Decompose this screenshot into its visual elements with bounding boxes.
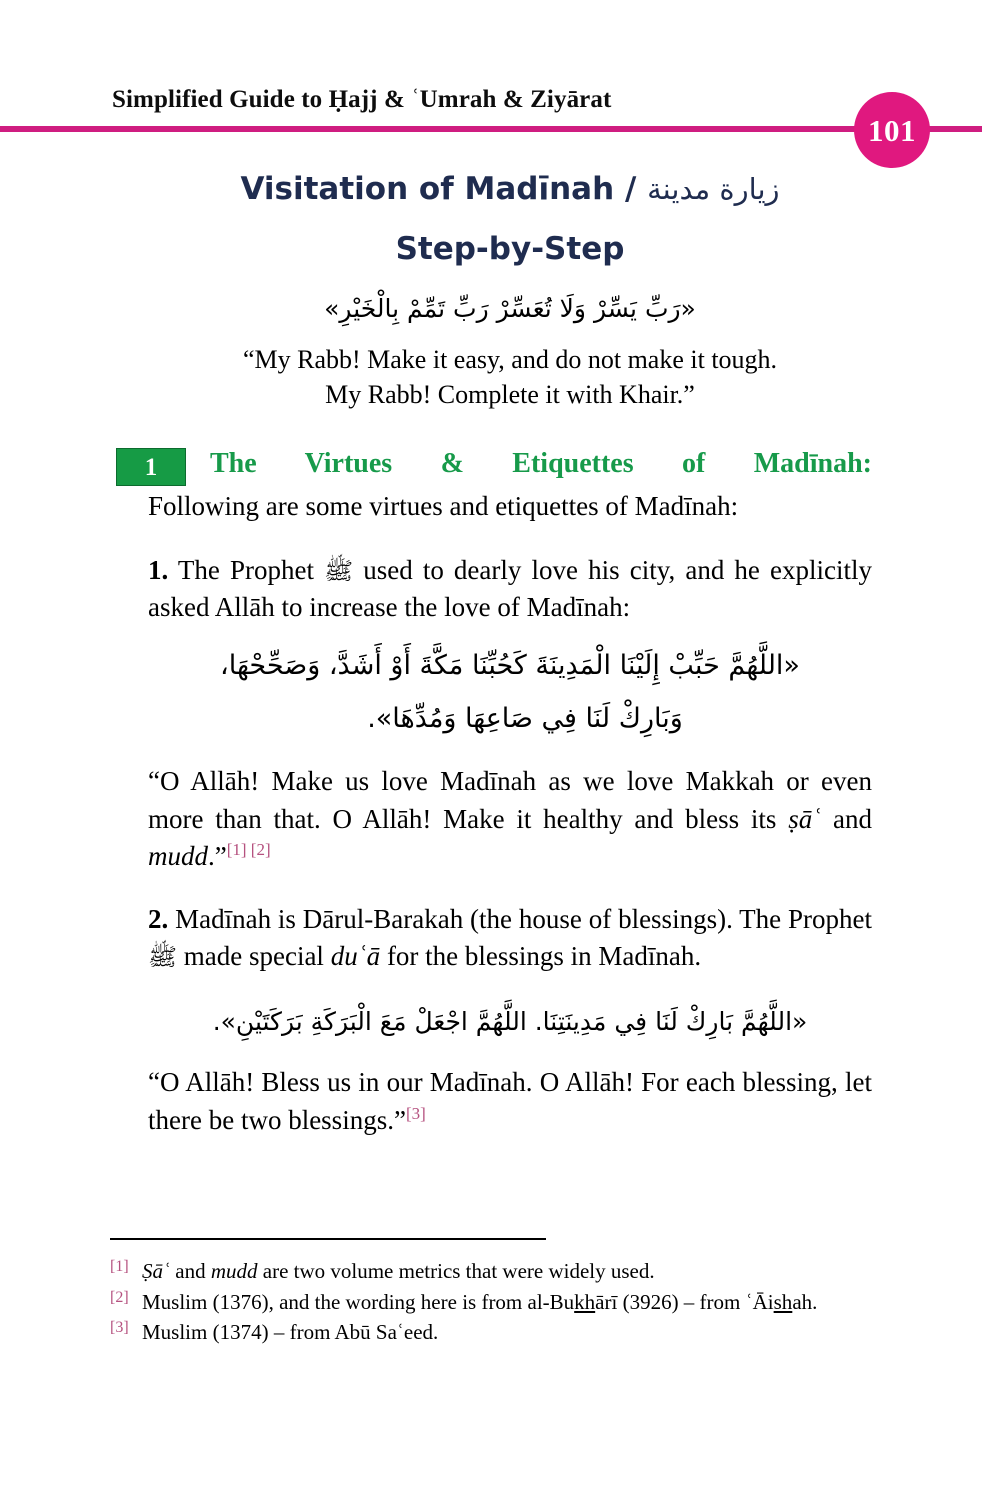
footnote-2-part-3: ah. <box>792 1289 818 1314</box>
point-2-footnote-refs[interactable]: [3] <box>405 1103 426 1123</box>
point-2-text-after: for the blessings in Madīnah. <box>380 941 702 972</box>
paragraph-point-1 <box>148 552 872 627</box>
page-subtitle: Step-by-Step <box>395 230 625 267</box>
salutation-glyph-icon: ﷺ <box>324 556 354 585</box>
point-1-arabic-hadith <box>148 640 872 745</box>
footnote-1-rest: are two volume metrics that were widely used. <box>257 1259 655 1283</box>
section-number-box <box>116 448 186 486</box>
page-number-badge <box>854 92 930 168</box>
point-1-translation-part-1: “O Allāh! Make us love Madīnah as we love Makkah or even more than that. O Allāh! Make it healthy and bless its <box>148 766 872 834</box>
point-1-translation-part-2: and <box>821 803 872 834</box>
point-2-translation <box>148 1064 872 1139</box>
page-title <box>148 170 872 209</box>
page-title-english: Visitation of Madīnah <box>240 171 615 207</box>
footnote-marker-2: [2] <box>110 1288 129 1306</box>
header-rule <box>0 126 982 132</box>
footnote-marker-3: [3] <box>110 1319 129 1337</box>
footnote-separator-rule <box>110 1238 546 1240</box>
point-1-text-before: The Prophet <box>168 554 325 585</box>
footnote-1-italic-2: mudd <box>210 1259 258 1283</box>
footnote-2-underline-1: kh <box>574 1289 596 1314</box>
point-1-footnote-refs[interactable]: [1] [2] <box>226 839 271 859</box>
point-1-text-after: used to dearly love his city, and he explicitly asked Allāh to increase the love of Madīnah: <box>148 554 873 622</box>
footnote-1-mid: and <box>170 1259 211 1283</box>
footnote-2-part-1: Muslim (1376), and the wording here is from al-Bu <box>142 1289 575 1314</box>
footnote-1-italic-1: Ṣāʿ <box>142 1259 170 1283</box>
point-2-text-mid: made special <box>177 941 331 972</box>
salutation-glyph-icon-2: ﷺ <box>148 943 177 972</box>
running-header-title: Simplified Guide to Ḥajj & ʿUmrah & Ziyārat <box>112 86 612 113</box>
footnote-3-text: Muslim (1374) – from Abū Saʿeed. <box>142 1320 439 1345</box>
point-1-number: 1. <box>148 554 169 585</box>
footnote-item-2 <box>110 1289 900 1317</box>
point-2-text-before: Madīnah is Dārul-Barakah (the house of blessings). The Prophet <box>168 904 872 935</box>
section-heading-text: The Virtues & Etiquettes of Madīnah: <box>210 448 872 480</box>
footnote-item-1 <box>110 1258 900 1286</box>
opening-dua-arabic: «رَبِّ يَسِّرْ وَلَا تُعَسِّرْ رَبِّ تَمِّمْ بِالْخَيْرِ» <box>324 293 696 323</box>
paragraph-point-2 <box>148 901 872 976</box>
point-1-arabic-line-2: وَبَارِكْ لَنَا فِي صَاعِهَا وَمُدِّهَا». <box>367 702 683 734</box>
section-heading-block <box>144 446 872 488</box>
opening-dua-translation <box>148 342 872 412</box>
opening-dua-translation-line2: My Rabb! Complete it with Khair.” <box>325 380 695 410</box>
point-2-italic-dua: duʿā <box>330 941 381 972</box>
footnote-2-part-2: ārī (3926) – from ʿĀi <box>595 1289 774 1314</box>
footnote-2-underline-2: sh <box>773 1289 793 1314</box>
point-2-arabic-dua: «اللَّهُمَّ بَارِكْ لَنَا فِي مَدِينَتِنَا. اللَّهُمَّ اجْعَلْ مَعَ الْبَرَكَةِ بَرَكَتَيْنِ». <box>212 1006 808 1036</box>
point-1-translation <box>148 763 872 875</box>
page-title-arabic: زيارة مدينة <box>647 172 780 206</box>
page-content <box>144 170 873 1139</box>
footnote-marker-1: [1] <box>110 1258 129 1275</box>
page-title-separator: / <box>614 171 648 207</box>
point-1-translation-italic-2: mudd <box>148 840 208 871</box>
point-1-translation-italic-1: ṣāʿ <box>788 803 822 834</box>
opening-dua-translation-line1: “My Rabb! Make it easy, and do not make it tough. <box>242 345 778 375</box>
point-1-arabic-line-1: «اللَّهُمَّ حَبِّبْ إِلَيْنَا الْمَدِينَةَ كَحُبِّنَا مَكَّةَ أَوْ أَشَدَّ، وَصَحِّحْهَا، <box>220 650 800 682</box>
point-2-number: 2. <box>148 904 169 935</box>
section-intro-text: Following are some virtues and etiquettes of Madīnah: <box>148 491 739 522</box>
point-1-translation-part-3: .” <box>208 840 227 871</box>
footnotes-block <box>110 1238 900 1350</box>
section-number: 1 <box>144 453 158 481</box>
footnote-item-3 <box>110 1319 900 1347</box>
running-header <box>0 86 982 148</box>
page-number-text: 101 <box>868 112 916 148</box>
point-2-translation-text: “O Allāh! Bless us in our Madīnah. O Allāh! For each blessing, let there be two blessings.” <box>148 1067 872 1135</box>
